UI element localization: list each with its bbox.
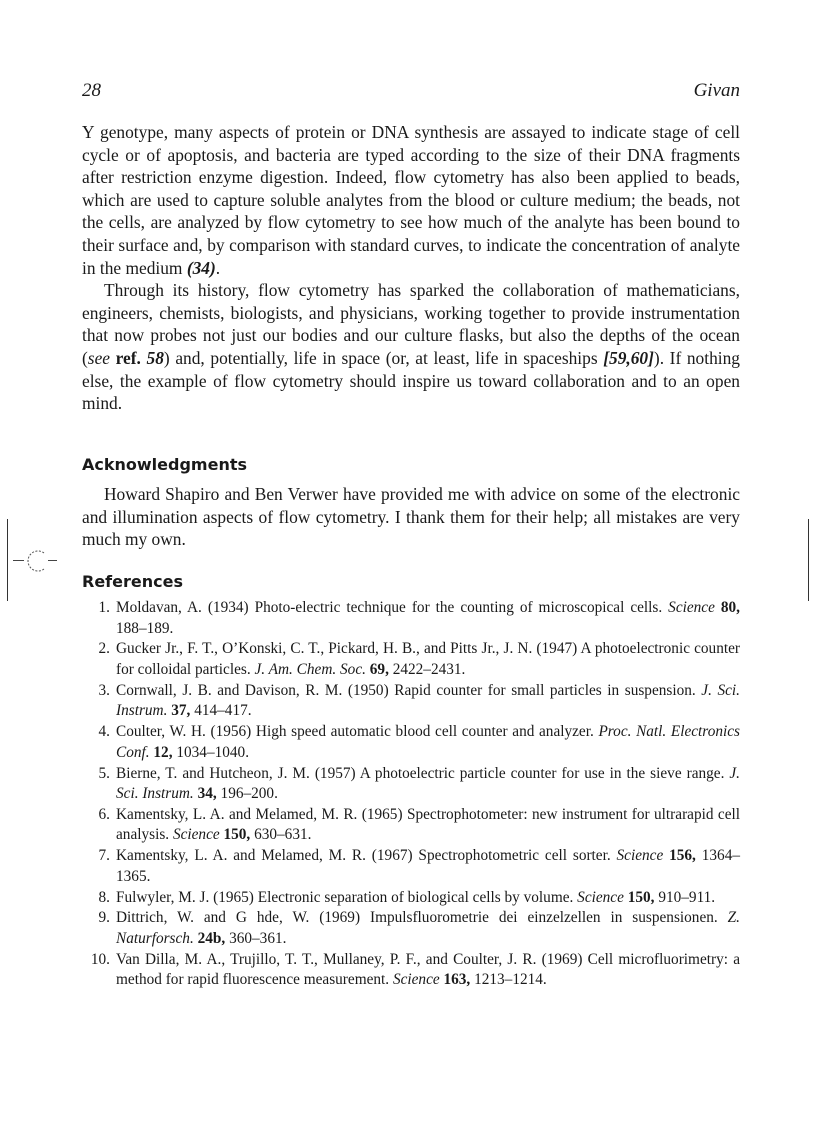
registration-mark-line bbox=[13, 560, 24, 561]
citation: (34) bbox=[186, 257, 216, 278]
reference-list bbox=[82, 598, 740, 991]
acknowledgments-heading: Acknowledgments bbox=[82, 455, 247, 474]
references-heading: References bbox=[82, 572, 183, 591]
page-number: 28 bbox=[82, 80, 101, 101]
registration-mark-icon bbox=[24, 549, 48, 573]
citation: [59,60] bbox=[603, 347, 654, 368]
reference-item: 10. Van Dilla, M. A., Trujillo, T. T., Mullaney, P. F., and Coulter, J. R. (1969) Cell microfluorimetry: a method for rapid fluorescence measurement. Science 163, 1213–1214. bbox=[90, 950, 740, 989]
body-text bbox=[82, 121, 740, 415]
running-author: Givan bbox=[693, 80, 740, 101]
paragraph-history: Through its history, flow cytometry has sparked the collaboration of mathematicians, engineers, chemists, biologists, and physicians, working together to provide instrumentation that now probes not just our bodies and our culture flasks, but also the depths of the ocean (see ref. 58) and, potentially, life in space (or, at least, life in spaceships [59,60]). If nothing else, the example of flow cytometry should inspire us toward collaboration and to an open mind. bbox=[82, 280, 741, 414]
reference-item: 3. Cornwall, J. B. and Davison, R. M. (1950) Rapid counter for small particles in suspension. J. Sci. Instrum. 37, 414–417. bbox=[98, 681, 740, 720]
paragraph-continued: Y genotype, many aspects of protein or DNA synthesis are assayed to indicate stage of cell cycle or of apoptosis, and bacteria are typed according to the size of their DNA fragments after restriction enzyme digestion. Indeed, flow cytometry has also been applied to beads, which are used to capture soluble analytes from the blood or culture medium; the beads, not the cells, are analyzed by flow cytometry to see how much of the analyte has been bound to their surface and, by comparison with standard curves, to indicate the concentration of analyte in the medium (34). bbox=[82, 122, 740, 278]
reference-item: 7. Kamentsky, L. A. and Melamed, M. R. (1967) Spectrophotometric cell sorter. Science 156, 1364–1365. bbox=[98, 847, 740, 885]
reference-item: 2. Gucker Jr., F. T., O’Konski, C. T., Pickard, H. B., and Pitts Jr., J. N. (1947) A photoelectronic counter for colloidal particles. J. Am. Chem. Soc. 69, 2422–2431. bbox=[98, 640, 740, 678]
acknowledgments-text: Howard Shapiro and Ben Verwer have provided me with advice on some of the electronic and illumination aspects of flow cytometry. I thank them for their help; all mistakes are very much my own. bbox=[82, 484, 740, 550]
crop-mark-left bbox=[7, 519, 8, 601]
citation: 58 bbox=[146, 347, 164, 368]
reference-item: 4. Coulter, W. H. (1956) High speed automatic blood cell counter and analyzer. Proc. Natl. Electronics Conf. 12, 1034–1040. bbox=[98, 723, 740, 761]
reference-item: 1. Moldavan, A. (1934) Photo-electric technique for the counting of microscopical cells. Science 80, 188–189. bbox=[98, 599, 740, 637]
reference-item: 9. Dittrich, W. and G hde, W. (1969) Impulsfluorometrie dei einzelzellen in suspensionen. Z. Naturforsch. 24b, 360–361. bbox=[98, 909, 740, 947]
running-header bbox=[82, 80, 740, 106]
reference-item: 6. Kamentsky, L. A. and Melamed, M. R. (1965) Spectrophotometer: new instrument for ultrarapid cell analysis. Science 150, 630–631. bbox=[98, 805, 740, 844]
reference-item: 8. Fulwyler, M. J. (1965) Electronic separation of biological cells by volume. Science 150, 910–911. bbox=[98, 888, 716, 906]
reference-item: 5. Bierne, T. and Hutcheon, J. M. (1957) A photoelectric particle counter for use in the sieve range. J. Sci. Instrum. 34, 196–200. bbox=[98, 764, 740, 803]
registration-mark-line bbox=[48, 560, 57, 561]
crop-mark-right bbox=[808, 519, 809, 601]
